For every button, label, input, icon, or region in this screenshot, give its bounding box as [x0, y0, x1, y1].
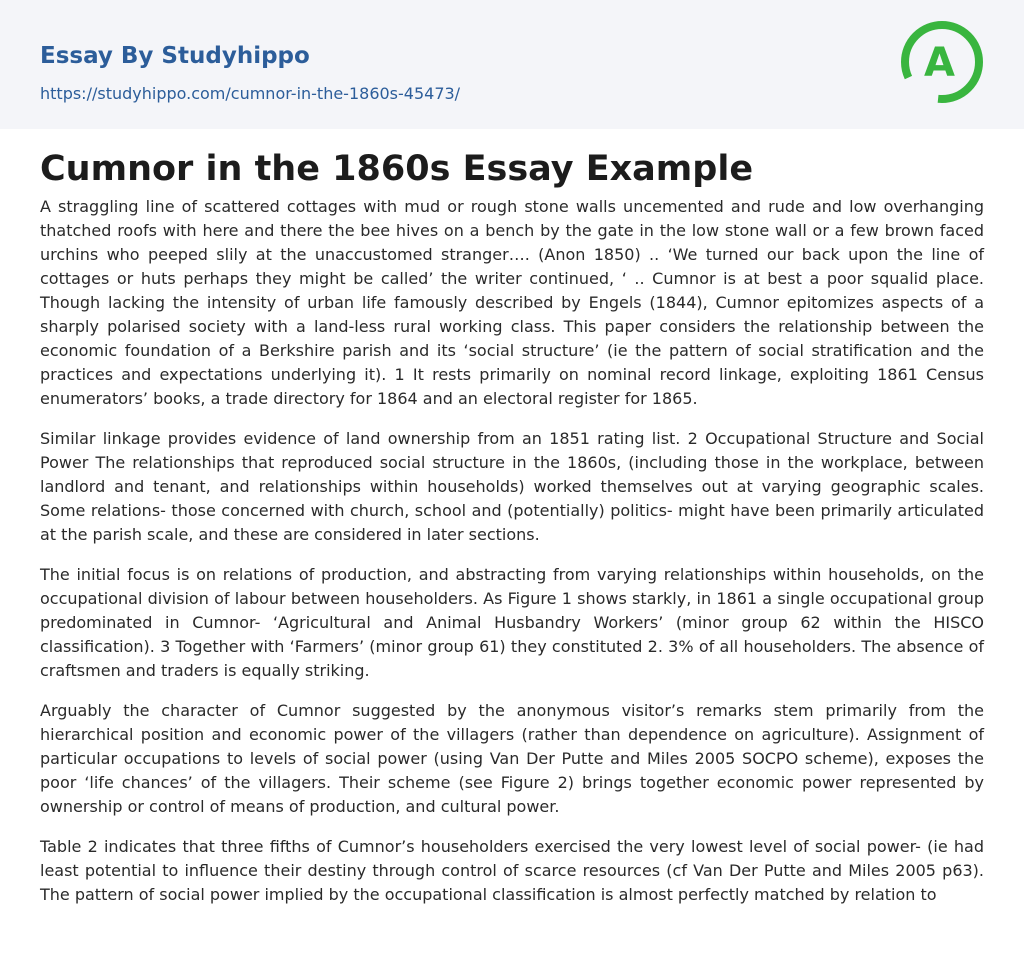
article-content: [0, 129, 1024, 907]
site-header: [0, 0, 1024, 129]
paragraph-5: Table 2 indicates that three fifths of Cumnor’s householders exercised the very lowest level of social power- (ie had least potential to influence their destiny through control of scarce resources (cf Van Der Putte and Miles 2005 p63). The pattern of social power implied by the occupational classification is almost perfectly matched by relation to: [40, 837, 984, 904]
logo-letter: A: [924, 40, 955, 86]
paragraph-4: Arguably the character of Cumnor suggested by the anonymous visitor’s remarks stem primarily from the hierarchical position and economic power of the villagers (rather than dependence on agriculture). Assignment of particular occupations to levels of social power (using Van Der Putte and Miles 2005 SOCPO scheme), exposes the poor ‘life chances’ of the villagers. Their scheme (see Figure 2) brings together economic power represented by ownership or control of means of production, and cultural power.: [40, 701, 984, 816]
paragraph-3: The initial focus is on relations of production, and abstracting from varying relationships within households, on the occupational division of labour between householders. As Figure 1 shows starkly, in 1861 a single occupational group predominated in Cumnor- ‘Agricultural and Animal Husbandry Workers’ (minor group 62 within the HISCO classification). 3 Together with ‘Farmers’ (minor group 61) they constituted 2. 3% of all householders. The absence of craftsmen and traders is equally striking.: [40, 565, 984, 680]
studyhippo-logo-icon[interactable]: [900, 20, 984, 104]
paragraph-1: A straggling line of scattered cottages with mud or rough stone walls uncemented and rude and low overhanging thatched roofs with here and there the bee hives on a bench by the gate in the low stone wall or a few brown faced urchins who peeped slily at the unaccustomed stranger…. (Anon 1850) .. ‘We turned our back upon the line of cottages or huts perhaps they might be called’ the writer continued, ‘ .. Cumnor is at best a poor squalid place. Though lacking the intensity of urban life famously described by Engels (1844), Cumnor epitomizes aspects of a sharply polarised society with a land-less rural working class. This paper considers the relationship between the economic foundation of a Berkshire parish and its ‘social structure’ (ie the pattern of social stratification and the practices and expectations underlying it). 1 It rests primarily on nominal record linkage, exploiting 1861 Census enumerators’ books, a trade directory for 1864 and an electoral register for 1865.: [40, 197, 984, 408]
site-brand[interactable]: Essay By Studyhippo: [40, 43, 310, 69]
essay-url-link[interactable]: https://studyhippo.com/cumnor-in-the-1860s-45473/: [40, 84, 461, 103]
page-title: Cumnor in the 1860s Essay Example: [40, 149, 754, 189]
paragraph-2: Similar linkage provides evidence of land ownership from an 1851 rating list. 2 Occupational Structure and Social Power The relationships that reproduced social structure in the 1860s, (including those in the workplace, between landlord and tenant, and relationships within households) worked themselves out at varying geographic scales. Some relations- those concerned with church, school and (potentially) politics- might have been primarily articulated at the parish scale, and these are considered in later sections.: [40, 429, 984, 544]
